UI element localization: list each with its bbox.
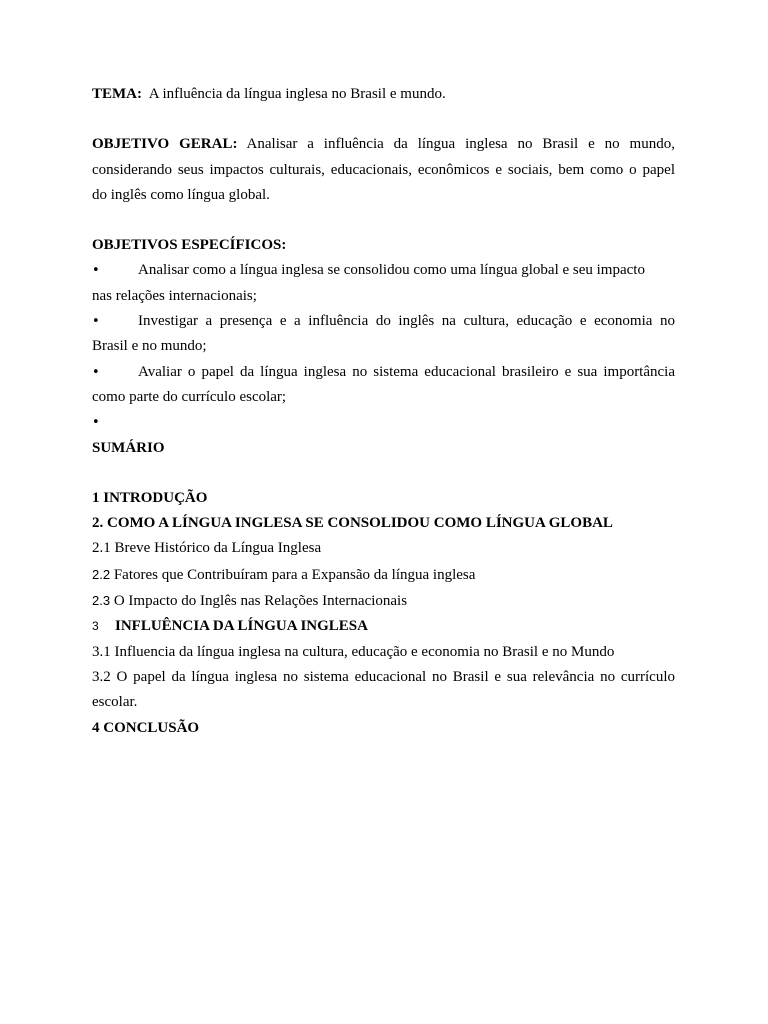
objetivos-especificos-heading: OBJETIVOS ESPECÍFICOS: xyxy=(92,237,287,254)
list-item-continuation: nas relações internacionais; xyxy=(92,287,257,304)
objetivo-geral-text1: Analisar a influência da língua inglesa no Brasil e no mundo, xyxy=(246,136,675,153)
toc-entry-3-2-continuation: escolar. xyxy=(92,694,138,711)
toc-entry-2-1: 2.1 Breve Histórico da Língua Inglesa xyxy=(92,540,322,557)
bullet-icon: • xyxy=(92,314,100,330)
tema-label: TEMA: xyxy=(92,86,142,102)
toc-entry-3: 3 INFLUÊNCIA DA LÍNGUA INGLESA xyxy=(92,618,368,635)
list-item xyxy=(92,309,675,334)
objetivo-geral-label: OBJETIVO GERAL: xyxy=(92,136,238,153)
list-item-continuation: como parte do currículo escolar; xyxy=(92,388,287,405)
bullet-icon: • xyxy=(92,415,100,431)
list-item-text: Avaliar o papel da língua inglesa no sistema educacional brasileiro e sua importância xyxy=(138,363,675,380)
list-item xyxy=(92,258,675,283)
objetivo-geral-line3: do inglês como língua global. xyxy=(92,186,270,203)
tema-text: A influência da língua inglesa no Brasil e mundo. xyxy=(148,86,446,102)
document-content xyxy=(92,82,675,741)
objetivo-geral-line1 xyxy=(92,132,675,157)
list-item-text: Analisar como a língua inglesa se consolidou como uma língua global e seu impacto xyxy=(138,262,645,279)
tema-line xyxy=(92,82,675,107)
toc-entry-2-2: 2.2 Fatores que Contribuíram para a Expansão da língua inglesa xyxy=(92,566,476,583)
toc-entry-1: 1 INTRODUÇÃO xyxy=(92,489,208,506)
list-item-text: Investigar a presença e a influência do inglês na cultura, educação e economia no xyxy=(138,313,675,330)
toc-entry-4: 4 CONCLUSÃO xyxy=(92,719,200,736)
objetivo-geral-line2: considerando seus impactos culturais, educacionais, econômicos e sociais, bem como o papel xyxy=(92,161,675,178)
toc-entry-2: 2. COMO A LÍNGUA INGLESA SE CONSOLIDOU COMO LÍNGUA GLOBAL xyxy=(92,515,613,532)
toc-entry-3-2: 3.2 O papel da língua inglesa no sistema educacional no Brasil e sua relevância no currículo xyxy=(92,668,675,685)
bullet-icon: • xyxy=(92,263,100,279)
toc-entry-3-1: 3.1 Influencia da língua inglesa na cultura, educação e economia no Brasil e no Mundo xyxy=(92,643,615,660)
list-item-empty xyxy=(92,410,675,435)
sumario-heading: SUMÁRIO xyxy=(92,439,165,456)
toc-entry-2-3: 2.3 O Impacto do Inglês nas Relações Internacionais xyxy=(92,593,408,610)
bullet-icon: • xyxy=(92,364,100,380)
list-item-continuation: Brasil e no mundo; xyxy=(92,338,207,355)
list-item xyxy=(92,360,675,385)
